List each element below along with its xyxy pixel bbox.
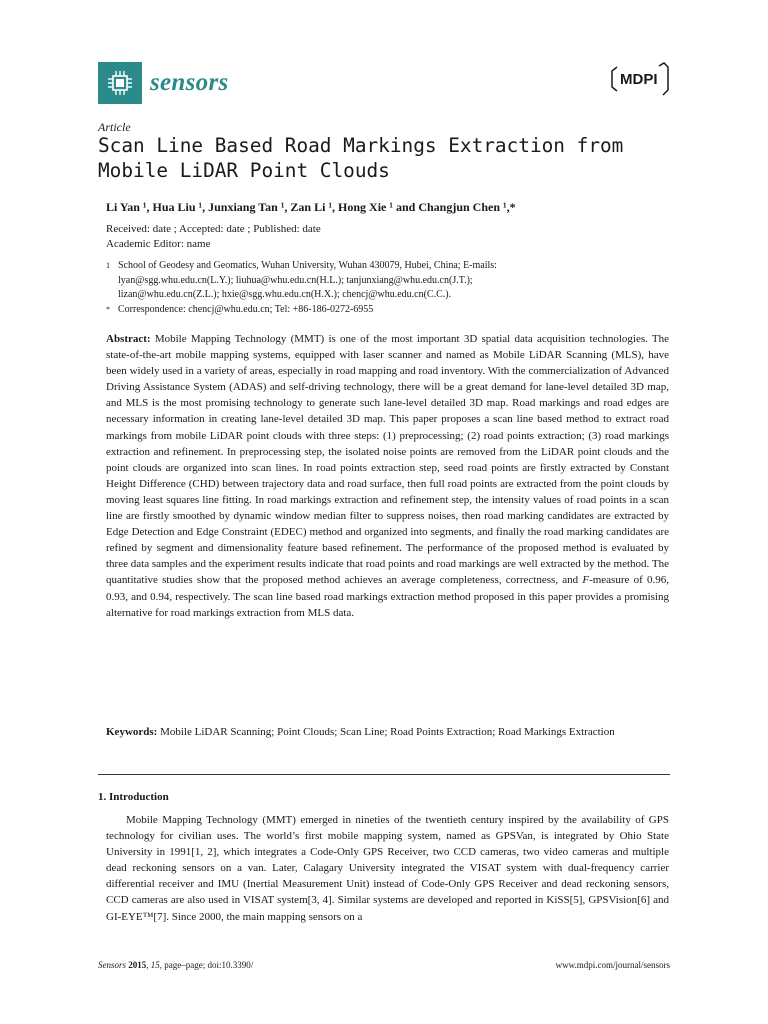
- footer-journal: Sensors: [98, 960, 127, 970]
- affiliation-1: [106, 259, 497, 303]
- keywords-label: Keywords:: [106, 726, 158, 738]
- keywords-text: Mobile LiDAR Scanning; Point Clouds; Scan Line; Road Points Extraction; Road Markings Extraction: [160, 726, 615, 738]
- correspondence-mark: *: [106, 304, 110, 314]
- abstract-f-italic: F: [582, 574, 590, 587]
- publisher-name: MDPI: [620, 70, 658, 88]
- footer-year: 2015: [128, 960, 147, 970]
- mdpi-frame-icon: [610, 65, 618, 93]
- affiliation-mark: 1: [106, 261, 110, 270]
- publisher-logo[interactable]: [610, 62, 670, 96]
- correspondence-text[interactable]: Correspondence: chencj@whu.edu.cn; Tel: +86-186-0272-6955: [118, 303, 374, 315]
- affiliations: [106, 259, 497, 317]
- abstract-text-end: -measure of 0.96, 0.93, and 0.94, respectively. The scan line based road markings extraction method proposed in this paper provides a promising alternative for road markings extraction from MLS data.: [106, 574, 669, 619]
- footer-volume: 15: [150, 960, 160, 970]
- correspondence: [106, 303, 497, 318]
- abstract: [106, 331, 669, 621]
- affiliation-emails[interactable]: lizan@whu.edu.cn(Z.L.); hxie@sgg.whu.edu.cn(H.X.); chencj@whu.edu.cn(C.C.).: [118, 289, 452, 300]
- introduction-paragraph: Mobile Mapping Technology (MMT) emerged in nineties of the twentieth century inspired by the availability of GPS technology for civilian uses. The world’s first mobile mapping system, named as GPSVan, is integrated by Ohio State University in 1991[1, 2], which integrates a Code-Only GPS Receiver, two CCD cameras, two video cameras and multiple dead reckoning sensors on a van. Later, Calagary University integrated the VISAT system with dual-frequency carrier differential receiver and IMU (Inertial Measurement Unit) instead of Code-Only GPS Receiver and dead reckoning sensors, CCD cameras are also used in VISAT system[3, 4]. Similar systems are developed and reported in KiSS[5], GPSVision[6] and GI-EYE™[7]. Since 2000, the main mapping sensors on a: [106, 814, 669, 923]
- mdpi-frame-icon-right: [658, 62, 670, 96]
- affiliation-line: School of Geodesy and Geomatics, Wuhan University, Wuhan 430079, Hubei, China; E-mails:: [118, 260, 497, 271]
- academic-editor: Academic Editor: name: [106, 237, 211, 250]
- article-type: Article: [98, 120, 131, 134]
- affiliation-emails[interactable]: lyan@sgg.whu.edu.cn(L.Y.); liuhua@whu.edu.cn(H.L.); tanjunxiang@whu.edu.cn(J.T.);: [118, 274, 473, 286]
- publication-dates: [106, 222, 321, 251]
- received-dates: Received: date ; Accepted: date ; Published: date: [106, 223, 321, 235]
- paper-title: Scan Line Based Road Markings Extraction from Mobile LiDAR Point Clouds: [98, 134, 624, 182]
- journal-name: sensors: [150, 69, 229, 96]
- abstract-text: Mobile Mapping Technology (MMT) is one of the most important 3D spatial data acquisition technologies. The state-of-the-art mobile mapping systems, equipped with laser scanner and named as Mobile LiDAR Scanning (MLS), have been widely used in a variety of areas, especially in road mapping and road inventory. With the commercialization of Advanced Driving Assistance System (ADAS) and self-driving technology, there will be a great demand for lane-level detailed 3D map, and MLS is the most promising technology to generate such lane-level detailed 3D map. Road markings and road edges are necessary information in creating lane-level detailed 3D map. This paper proposes a scan line based method to extract road markings from mobile LiDAR point clouds with three steps: (1) preprocessing; (2) road points extraction; (3) road markings extraction and refinement. In preprocessing step, the isolated noise points are removed from the LiDAR point clouds and the point clouds are organized into scan lines. In road points extraction step, seed road points are firstly extracted by Constant Height Difference (CHD) between trajectory data and road surface, then full road points are extracted from the point clouds by moving least squares line fitting. In road markings extraction and refinement step, the intensity values of road points in a scan line are firstly smoothed by dynamic window median filter to suppress noises, then road marking candidates are extracted by Edge Detection and Edge Constraint (EDEC) method and organized into segments, and finally the road marking candidates are refined by segment and dimensionality feature based refinement. The performance of the proposed method is evaluated by three data samples and the experiment results indicate that road points and road markings are well extracted by the method. The quantitative studies show that the proposed method achieves an average completeness, correctness, and: [106, 333, 670, 587]
- footer-pages: , page–page; doi:10.3390/: [159, 960, 254, 970]
- citation-info: Sensors 2015, 15, page–page; doi:10.3390/: [98, 960, 254, 970]
- journal-logo[interactable]: [98, 62, 229, 104]
- journal-url[interactable]: www.mdpi.com/journal/sensors: [555, 960, 670, 970]
- section-heading: 1. Introduction: [98, 791, 169, 803]
- keywords: [106, 724, 669, 740]
- abstract-label: Abstract:: [106, 333, 151, 345]
- section-divider: [98, 774, 670, 775]
- chip-icon: [98, 62, 142, 104]
- author-list: Li Yan ¹, Hua Liu ¹, Junxiang Tan ¹, Zan Li ¹, Hong Xie ¹ and Changjun Chen ¹,*: [106, 200, 516, 214]
- page-footer: [98, 960, 670, 970]
